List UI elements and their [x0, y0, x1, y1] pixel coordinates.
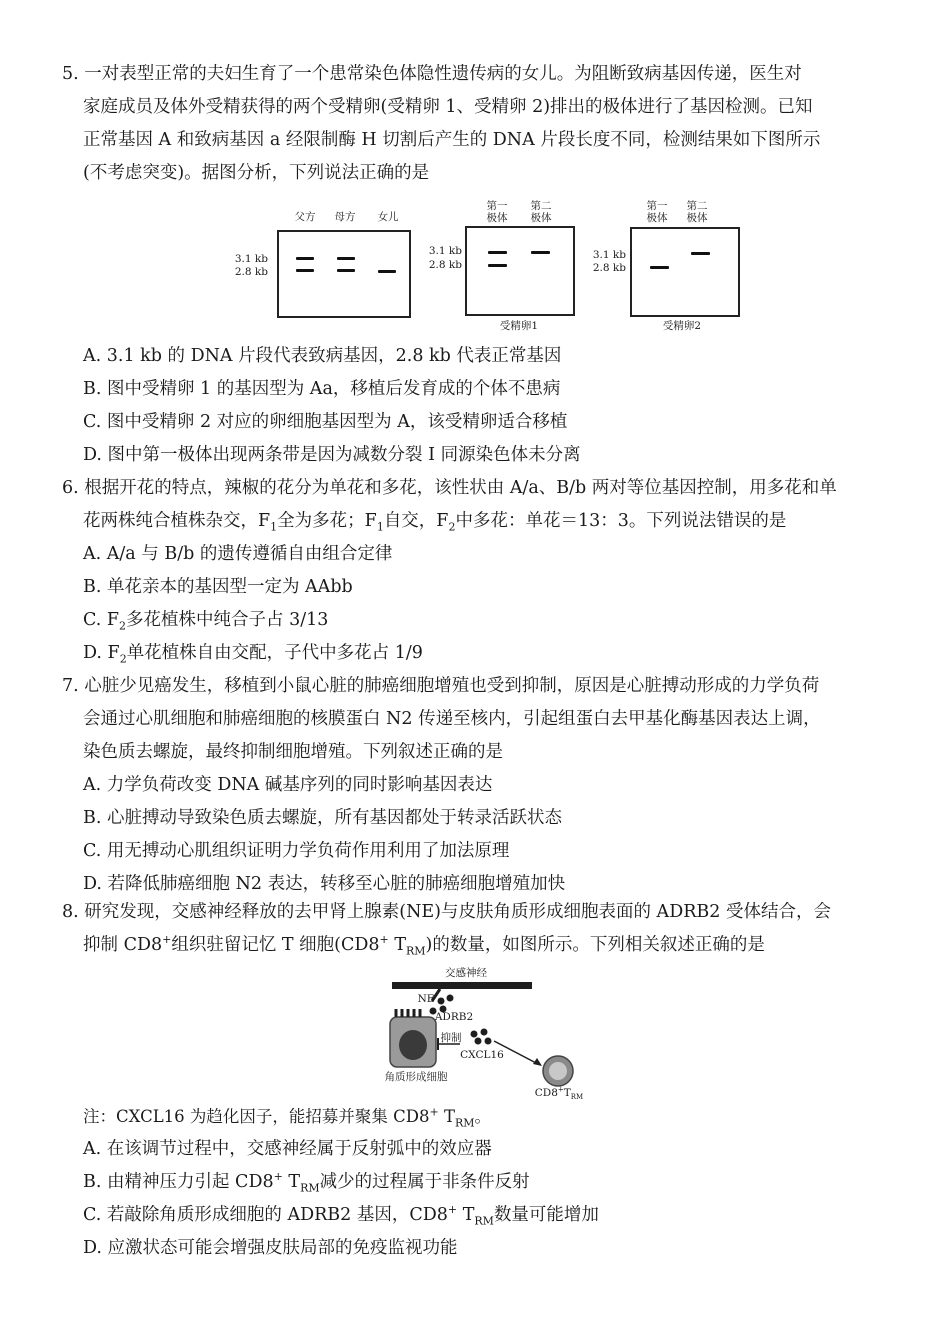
q8-option-b[interactable]: B. 由精神压力引起 CD8+ $T_{RM}$减少的过程属于非条件反射: [83, 1170, 530, 1195]
q8-note: 注：CXCL16 为趋化因子，能招募并聚集 CD8+ $T_{RM}$。: [83, 1105, 492, 1130]
q7-stem-line-3: 染色质去螺旋，最终抑制细胞增殖。下列叙述正确的是: [83, 742, 503, 762]
q6-option-d[interactable]: D. $F_2$单花植株自由交配，子代中多花占 1/9: [83, 643, 423, 666]
q5-stem-line-2: 家庭成员及体外受精获得的两个受精卵(受精卵 1、受精卵 2)排出的极体进行了基因检测。已知: [83, 97, 813, 117]
band-z2-second-3.1: [691, 252, 710, 255]
q8-stem-line-1: 8. 研究发现，交感神经释放的去甲肾上腺素(NE)与皮肤角质形成细胞表面的 ADRB2 受体结合，会: [62, 902, 831, 922]
gel-zygote-1: [465, 226, 575, 316]
gel-zygote-2: [630, 227, 740, 317]
kb-label-lower-z1: 2.8 kb: [428, 259, 462, 271]
label-keratinocyte: 角质形成细胞: [384, 1071, 448, 1083]
gel-family: [277, 230, 411, 318]
z1-second-label: 第二 极体: [530, 200, 552, 224]
band-z1-second-3.1: [531, 251, 550, 254]
question-5: [62, 58, 892, 190]
ne-dot: [438, 998, 445, 1005]
kb-label-lower-z2: 2.8 kb: [592, 262, 626, 274]
ne-dot: [447, 995, 454, 1002]
q6-stem-line-1: 6. 根据开花的特点，辣椒的花分为单花和多花，该性状由 A/a、B/b 两对等位基因控制，用多花和单: [62, 478, 837, 498]
question-6: [62, 472, 892, 670]
band-daughter-2.8: [378, 270, 396, 273]
z1-first-label: 第一 极体: [486, 200, 508, 224]
kb-label-upper: 3.1 kb: [234, 253, 268, 265]
label-inhibit: 抑制: [440, 1032, 462, 1044]
lane-label-daughter: 女儿: [377, 211, 399, 223]
q7-stem-line-1: 7. 心脏少见癌发生，移植到小鼠心脏的肺癌细胞增殖也受到抑制，原因是心脏搏动形成的力学负荷: [62, 676, 820, 696]
label-sympathetic-nerve: 交感神经: [445, 967, 487, 979]
q7-option-a[interactable]: A. 力学负荷改变 DNA 碱基序列的同时影响基因表达: [83, 775, 493, 795]
q5-option-c[interactable]: C. 图中受精卵 2 对应的卵细胞基因型为 A，该受精卵适合移植: [83, 412, 568, 432]
q7-stem-line-2: 会通过心肌细胞和肺癌细胞的核膜蛋白 N2 传递至核内，引起组蛋白去甲基化酶基因表达上调，: [83, 709, 821, 729]
q8-stem-line-2: 抑制 CD8+组织驻留记忆 T 细胞(CD8+ $T_{RM}$)的数量，如图所示。下列相关叙述正确的是: [83, 933, 765, 958]
t-cell-nucleus: [549, 1062, 567, 1080]
q6-stem-line-2: 花两株纯合植株杂交，$F_1$全为多花；$F_1$自交，$F_2$中多花：单花＝13：3。下列说法错误的是: [83, 511, 787, 534]
q5-stem-line-3: 正常基因 A 和致病基因 a 经限制酶 H 切割后产生的 DNA 片段长度不同，检测结果如下图所示: [83, 130, 821, 150]
q8-option-a[interactable]: A. 在该调节过程中，交感神经属于反射弧中的效应器: [83, 1139, 492, 1159]
q8-figure: [376, 965, 596, 1102]
z1-caption: 受精卵1: [499, 320, 539, 332]
q6-option-b[interactable]: B. 单花亲本的基因型一定为 AAbb: [83, 577, 353, 597]
q7-option-b[interactable]: B. 心脏搏动导致染色质去螺旋，所有基因都处于转录活跃状态: [83, 808, 562, 828]
band-father-2.8: [296, 269, 314, 272]
q8-options-block: [62, 1100, 892, 1265]
label-ne: NE: [417, 993, 435, 1005]
band-mother-2.8: [337, 269, 355, 272]
q5-stem-line-4: (不考虑突变)。据图分析，下列说法正确的是: [83, 163, 430, 183]
q5-options: [62, 340, 892, 472]
question-8: [62, 896, 892, 962]
q5-option-b[interactable]: B. 图中受精卵 1 的基因型为 Aa，移植后发育成的个体不患病: [83, 379, 561, 399]
adrb2-receptor-icon: [396, 1009, 420, 1017]
cxcl16-dot: [475, 1038, 482, 1045]
sympathetic-nerve-bar: [392, 982, 532, 989]
label-adrb2: ADRB2: [434, 1011, 474, 1023]
cxcl16-dot: [481, 1029, 488, 1036]
keratinocyte-nucleus: [399, 1030, 427, 1060]
label-cd8-trm: $CD8^+T_{RM}$: [534, 1085, 584, 1102]
kb-label-upper-z2: 3.1 kb: [592, 249, 626, 261]
q8-option-d[interactable]: D. 应激状态可能会增强皮肤局部的免疫监视功能: [83, 1238, 458, 1258]
z2-caption: 受精卵2: [662, 320, 702, 332]
band-z1-first-3.1: [488, 251, 507, 254]
q5-stem-line-1: 5. 一对表型正常的夫妇生育了一个患常染色体隐性遗传病的女儿。为阻断致病基因传递，医生对: [62, 64, 802, 84]
band-father-3.1: [296, 257, 314, 260]
band-mother-3.1: [337, 257, 355, 260]
band-z1-first-2.8: [488, 264, 507, 267]
z2-second-label: 第二 极体: [686, 200, 708, 224]
q5-option-d[interactable]: D. 图中第一极体出现两条带是因为减数分裂 Ⅰ 同源染色体未分离: [83, 445, 581, 465]
lane-label-mother: 母方: [334, 211, 356, 223]
lane-label-father: 父方: [294, 211, 316, 223]
q8-option-c[interactable]: C. 若敲除角质形成细胞的 ADRB2 基因，CD8+ $T_{RM}$数量可能增加: [83, 1203, 599, 1228]
q7-option-c[interactable]: C. 用无搏动心肌组织证明力学负荷作用利用了加法原理: [83, 841, 510, 861]
q7-option-d[interactable]: D. 若降低肺癌细胞 N2 表达，转移至心脏的肺癌细胞增殖加快: [83, 874, 566, 894]
band-z2-first-2.8: [650, 266, 669, 269]
kb-label-upper-z1: 3.1 kb: [428, 245, 462, 257]
label-cxcl16: CXCL16: [460, 1049, 504, 1061]
question-7: [62, 670, 892, 901]
recruit-arrowhead: [533, 1058, 542, 1066]
kb-label-lower: 2.8 kb: [234, 266, 268, 278]
q6-option-a[interactable]: A. A/a 与 B/b 的遗传遵循自由组合定律: [83, 544, 393, 564]
cxcl16-dot: [471, 1031, 478, 1038]
z2-first-label: 第一 极体: [646, 200, 668, 224]
q5-option-a[interactable]: A. 3.1 kb 的 DNA 片段代表致病基因，2.8 kb 代表正常基因: [83, 346, 562, 366]
q6-option-c[interactable]: C. $F_2$多花植株中纯合子占 3/13: [83, 610, 329, 633]
cxcl16-dot: [485, 1038, 492, 1045]
